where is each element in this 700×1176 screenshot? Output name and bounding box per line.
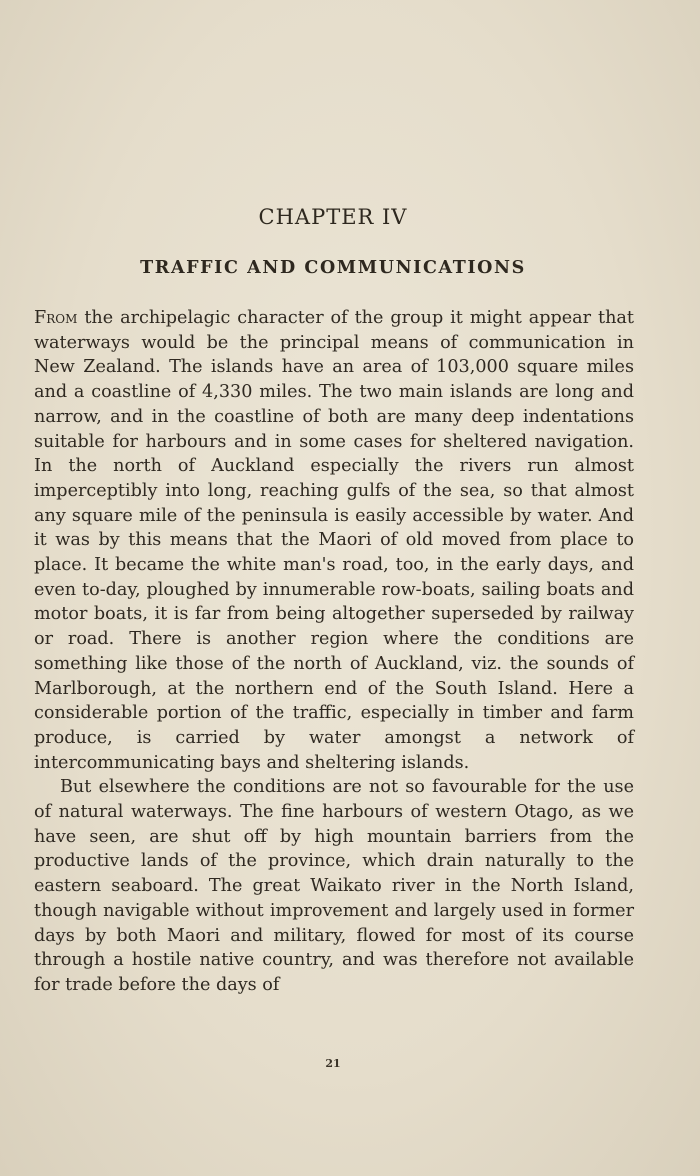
section-title: TRAFFIC AND COMMUNICATIONS <box>140 258 526 278</box>
paragraph-2-text: But elsewhere the conditions are not so favourable for the use of natural waterways. The fine harbours of western Otago, as we have seen, are shut off by high mountain barriers from the productive lands of the province, which drain naturally to the eastern seaboard. The great Waikato river in the North Island, though navigable without improvement and largely used in former days by both Maori and military, flowed for most of its course through a hostile native country, and was therefore not available for trade before the days of <box>34 777 634 995</box>
chapter-heading: CHAPTER IV <box>258 205 408 229</box>
paragraph-1 <box>34 306 634 775</box>
page-number: 21 <box>325 1057 341 1070</box>
paragraph-1-text: the archipelagic character of the group it might appear that waterways would be the principal means of communication in New Zealand. The islands have an area of 103,000 square miles and a coastline of 4,330 miles. The two main islands are long and narrow, and in the coastline of both are many deep indentations suitable for harbours and in some cases for sheltered navigation. In the north of Auckland especially the rivers run almost imperceptibly into long, reaching gulfs of the sea, so that almost any square mile of the peninsula is easily accessible by water. And it was by this means that the Maori of old moved from place to place. It became the white man's road, too, in the early days, and even to-day, ploughed by innumerable row-boats, sailing boats and motor boats, it is far from being altogether superseded by railway or road. There is another region where the conditions are something like those of the north of Auckland, viz. the sounds of Marlborough, at the northern end of the South Island. Here a considerable portion of the traffic, especially in timber and farm produce, is carried by water amongst a network of intercommunicating bays and sheltering islands. <box>34 308 634 773</box>
body-text <box>34 306 634 998</box>
paragraph-lead-word: From <box>34 308 78 328</box>
paragraph-2 <box>34 775 634 997</box>
